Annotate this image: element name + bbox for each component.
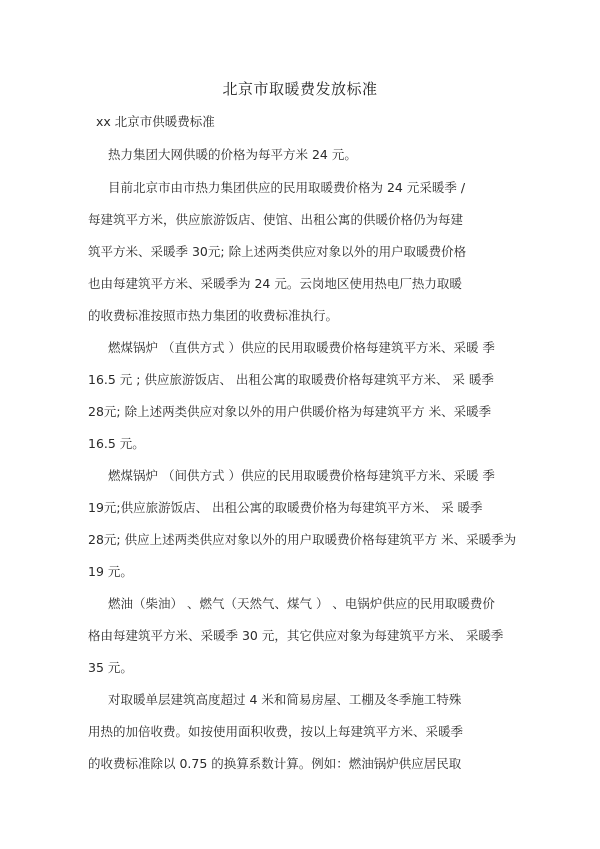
- paragraph-line: 的收费标准按照市热力集团的收费标准执行。: [88, 308, 339, 323]
- paragraph-line: 35 元。: [88, 660, 133, 675]
- paragraph-first-line: 目前北京市由市热力集团供应的民用取暖费价格为 24 元采暖季 /: [108, 180, 466, 195]
- paragraph-first-line: 燃油（柴油） 、燃气（天然气、煤气 ） 、电锅炉供应的民用取暖费价: [108, 596, 495, 611]
- paragraph-line: 的收费标准除以 0.75 的换算系数计算。例如：燃油锅炉供应居民取: [88, 756, 462, 771]
- document-subtitle: xx 北京市供暖费标准: [96, 114, 215, 129]
- paragraph-line: 28元; 供应上述两类供应对象以外的用户取暖费价格每建筑平方 米、采暖季为: [88, 532, 517, 547]
- paragraph-line: 19元;供应旅游饭店、 出租公寓的取暖费价格为每建筑平方米、 采 暖季: [88, 500, 483, 515]
- document-title: 北京市取暖费发放标准: [222, 80, 378, 98]
- paragraph-first-line: 对取暖单层建筑高度超过 4 米和简易房屋、工棚及冬季施工特殊: [108, 692, 462, 707]
- paragraph-line: 16.5 元。: [88, 436, 145, 451]
- paragraph-first-line: 燃煤锅炉 （直供方式 ）供应的民用取暖费价格每建筑平方米、采暖 季: [108, 340, 495, 355]
- paragraph-line: 筑平方米、采暖季 30元; 除上述两类供应对象以外的用户取暖费价格: [88, 244, 467, 259]
- paragraph-line: 用热的加倍收费。如按使用面积收费，按以上每建筑平方米、采暖季: [88, 724, 464, 739]
- paragraph-first-line: 热力集团大网供暖的价格为每平方米 24 元。: [108, 147, 357, 162]
- paragraph-first-line: 燃煤锅炉 （间供方式 ）供应的民用取暖费价格每建筑平方米、采暖 季: [108, 468, 495, 483]
- paragraph-line: 格由每建筑平方米、采暖季 30 元，其它供应对象为每建筑平方米、 采暖季: [88, 628, 504, 643]
- paragraph-line: 16.5 元 ; 供应旅游饭店、 出租公寓的取暖费价格每建筑平方米、 采 暖季: [88, 372, 494, 387]
- paragraph-line: 每建筑平方米，供应旅游饭店、使馆、出租公寓的供暖价格仍为每建: [88, 212, 464, 227]
- paragraph-line: 也由每建筑平方米、采暖季为 24 元。云岗地区使用热电厂热力取暖: [88, 276, 462, 291]
- paragraph-line: 28元; 除上述两类供应对象以外的用户供暖价格为每建筑平方 米、采暖季: [88, 404, 492, 419]
- paragraph-line: 19 元。: [88, 564, 133, 579]
